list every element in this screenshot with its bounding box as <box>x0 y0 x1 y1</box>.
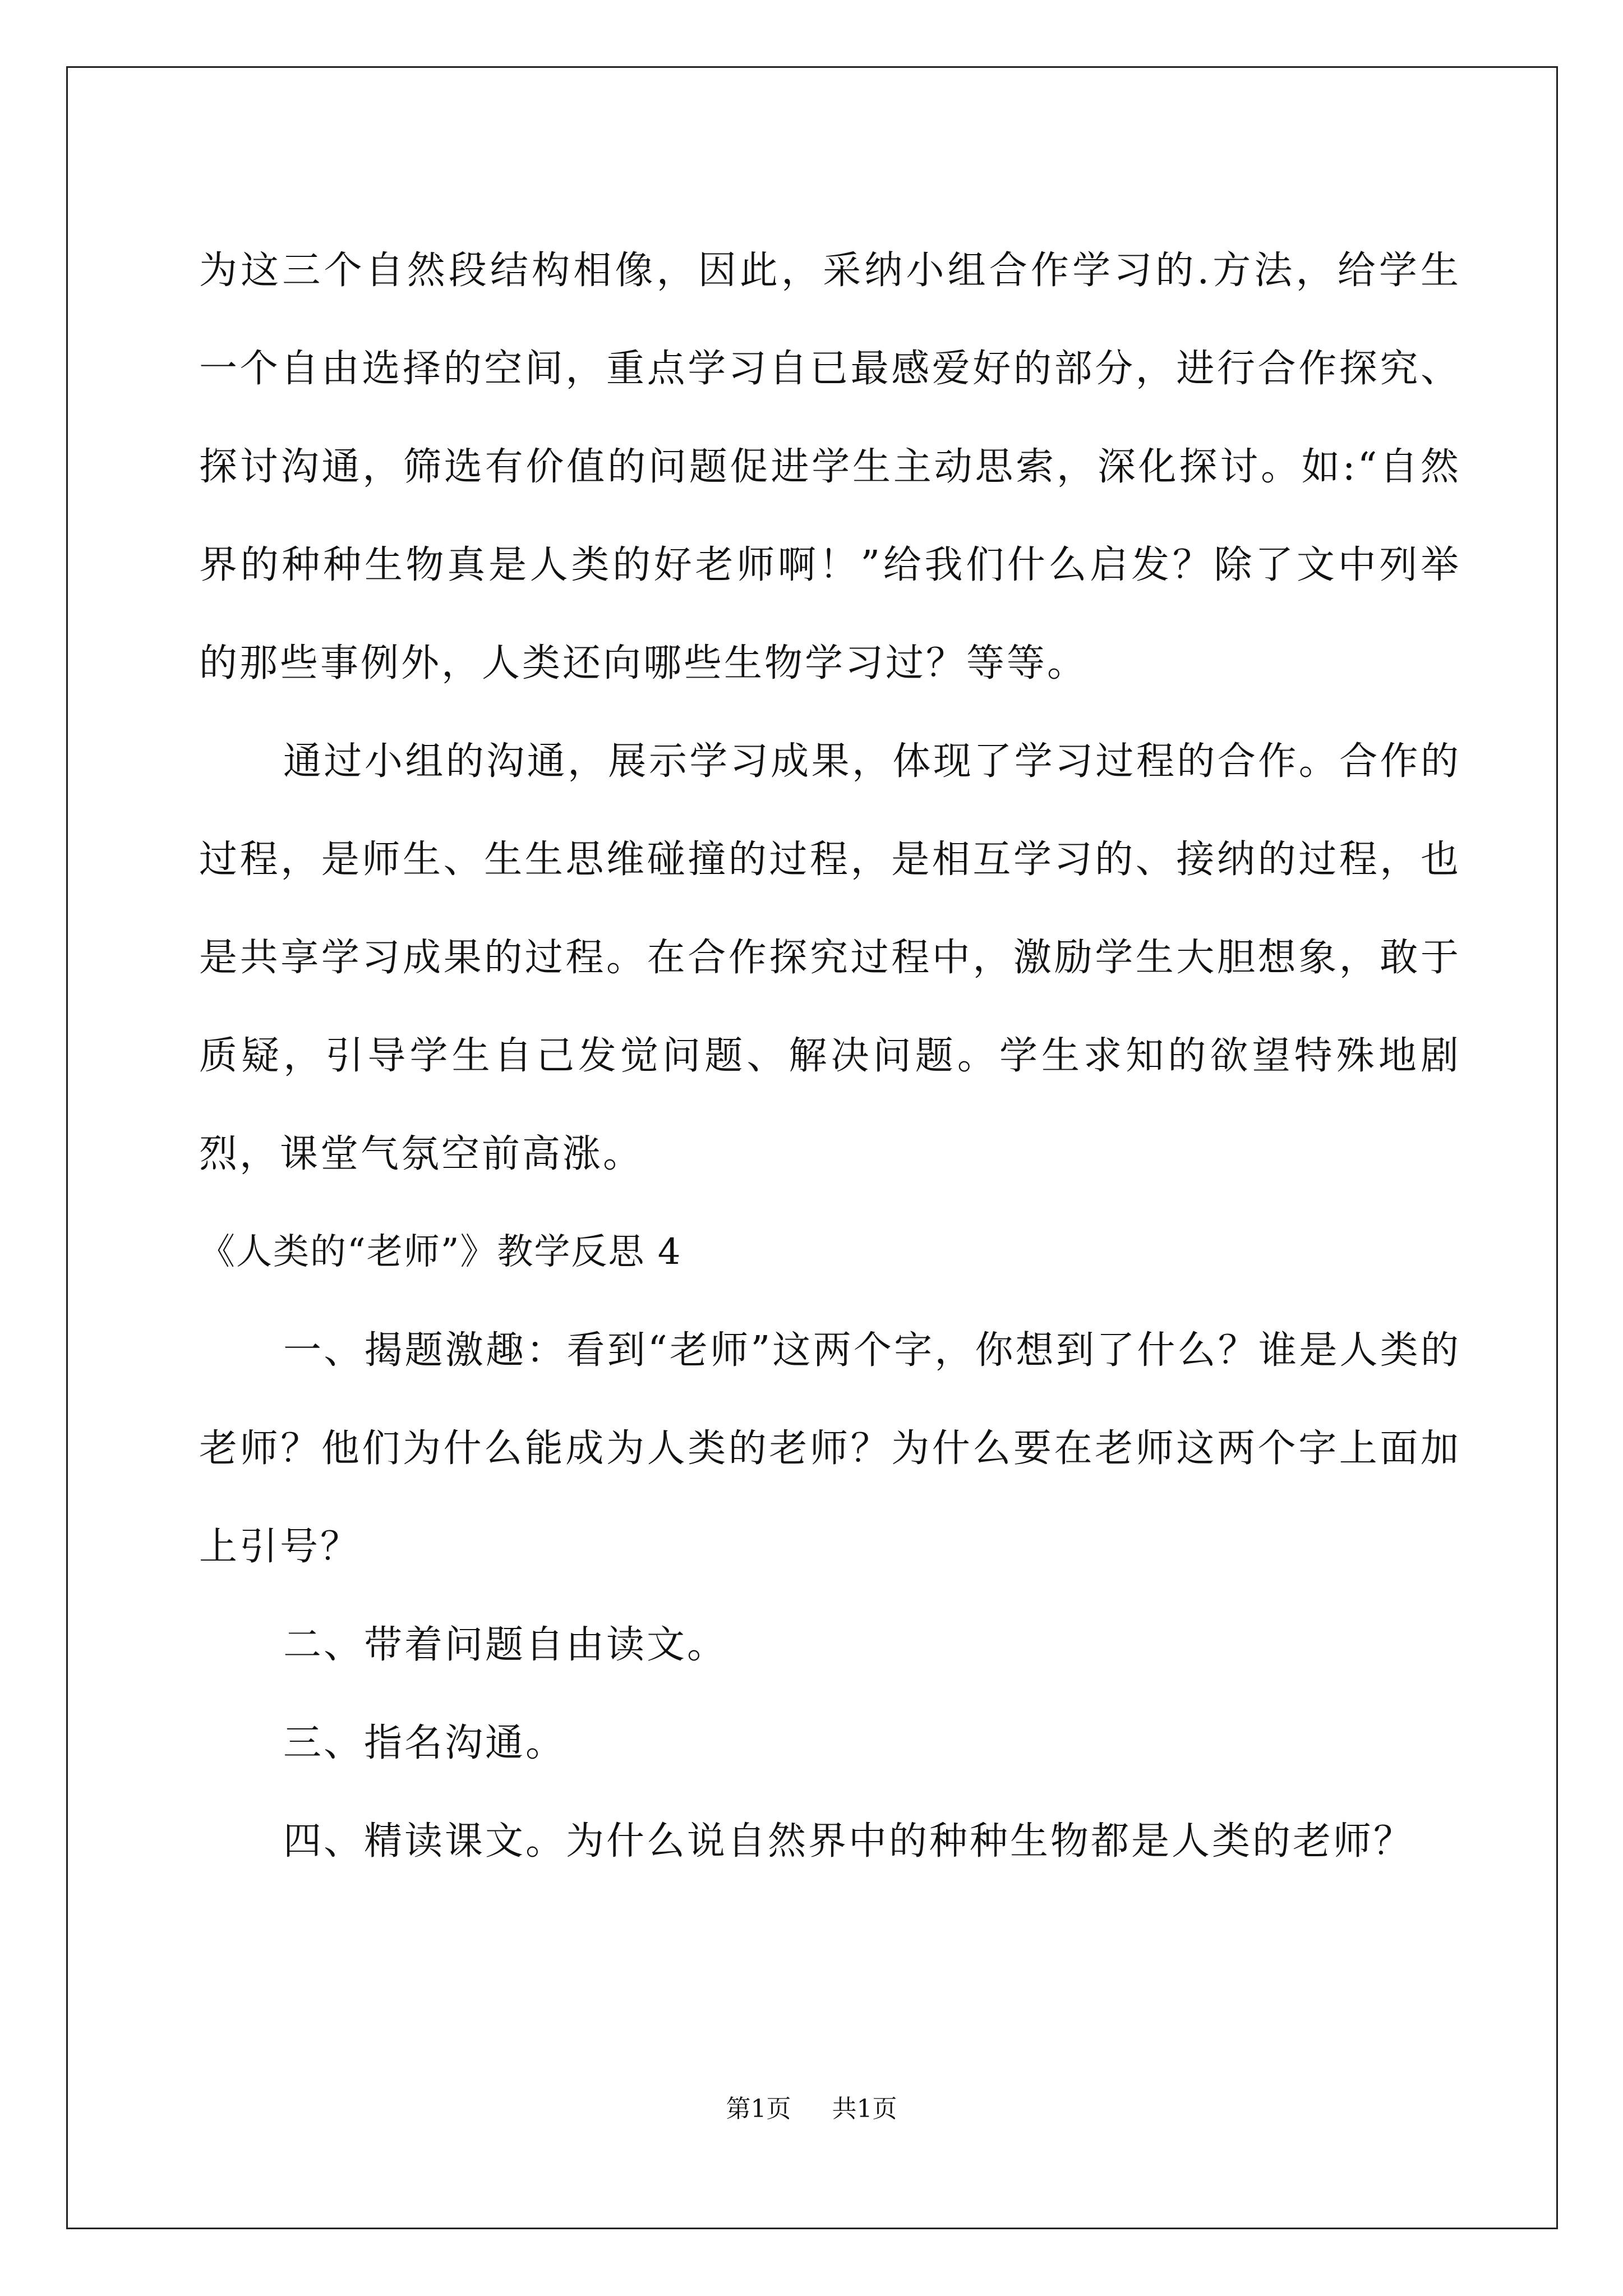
paragraph-5: 三、指名沟通。 <box>283 1721 566 1765</box>
page-number: 第1页 <box>726 2095 791 2123</box>
paragraph-4: 二、带着问题自由读文。 <box>283 1623 728 1667</box>
section-heading: 《人类的“老师”》教学反思 4 <box>199 1231 682 1273</box>
document-body <box>199 222 1461 1890</box>
page-footer <box>0 2092 1623 2126</box>
paragraph-2: 通过小组的沟通，展示学习成果，体现了学习过程的合作。合作的过程，是师生、生生思维碰撞的过程，是相互学习的、接纳的过程，也是共享学习成果的过程。在合作探究过程中，激励学生大胆想象，敢于质疑，引导学生自己发觉问题、解决问题。学生求知的欲望特殊地剧烈，课堂气氛空前高涨。 <box>199 739 1461 1176</box>
paragraph-3: 一、揭题激趣：看到“老师”这两个字，你想到了什么？谁是人类的老师？他们为什么能成为人类的老师？为什么要在老师这两个字上面加上引号？ <box>199 1328 1461 1569</box>
page-total: 共1页 <box>832 2095 897 2123</box>
paragraph-6: 四、精读课文。为什么说自然界中的种种生物都是人类的老师？ <box>283 1819 1414 1864</box>
paragraph-1: 为这三个自然段结构相像，因此，采纳小组合作学习的.方法，给学生一个自由选择的空间，重点学习自已最感爱好的部分，进行合作探究、探讨沟通，筛选有价值的问题促进学生主动思索，深化探讨。如:“自然界的种种生物真是人类的好老师啊！”给我们什么启发？除了文中列举的那些事例外，人类还向哪些生物学习过？等等。 <box>199 249 1461 685</box>
